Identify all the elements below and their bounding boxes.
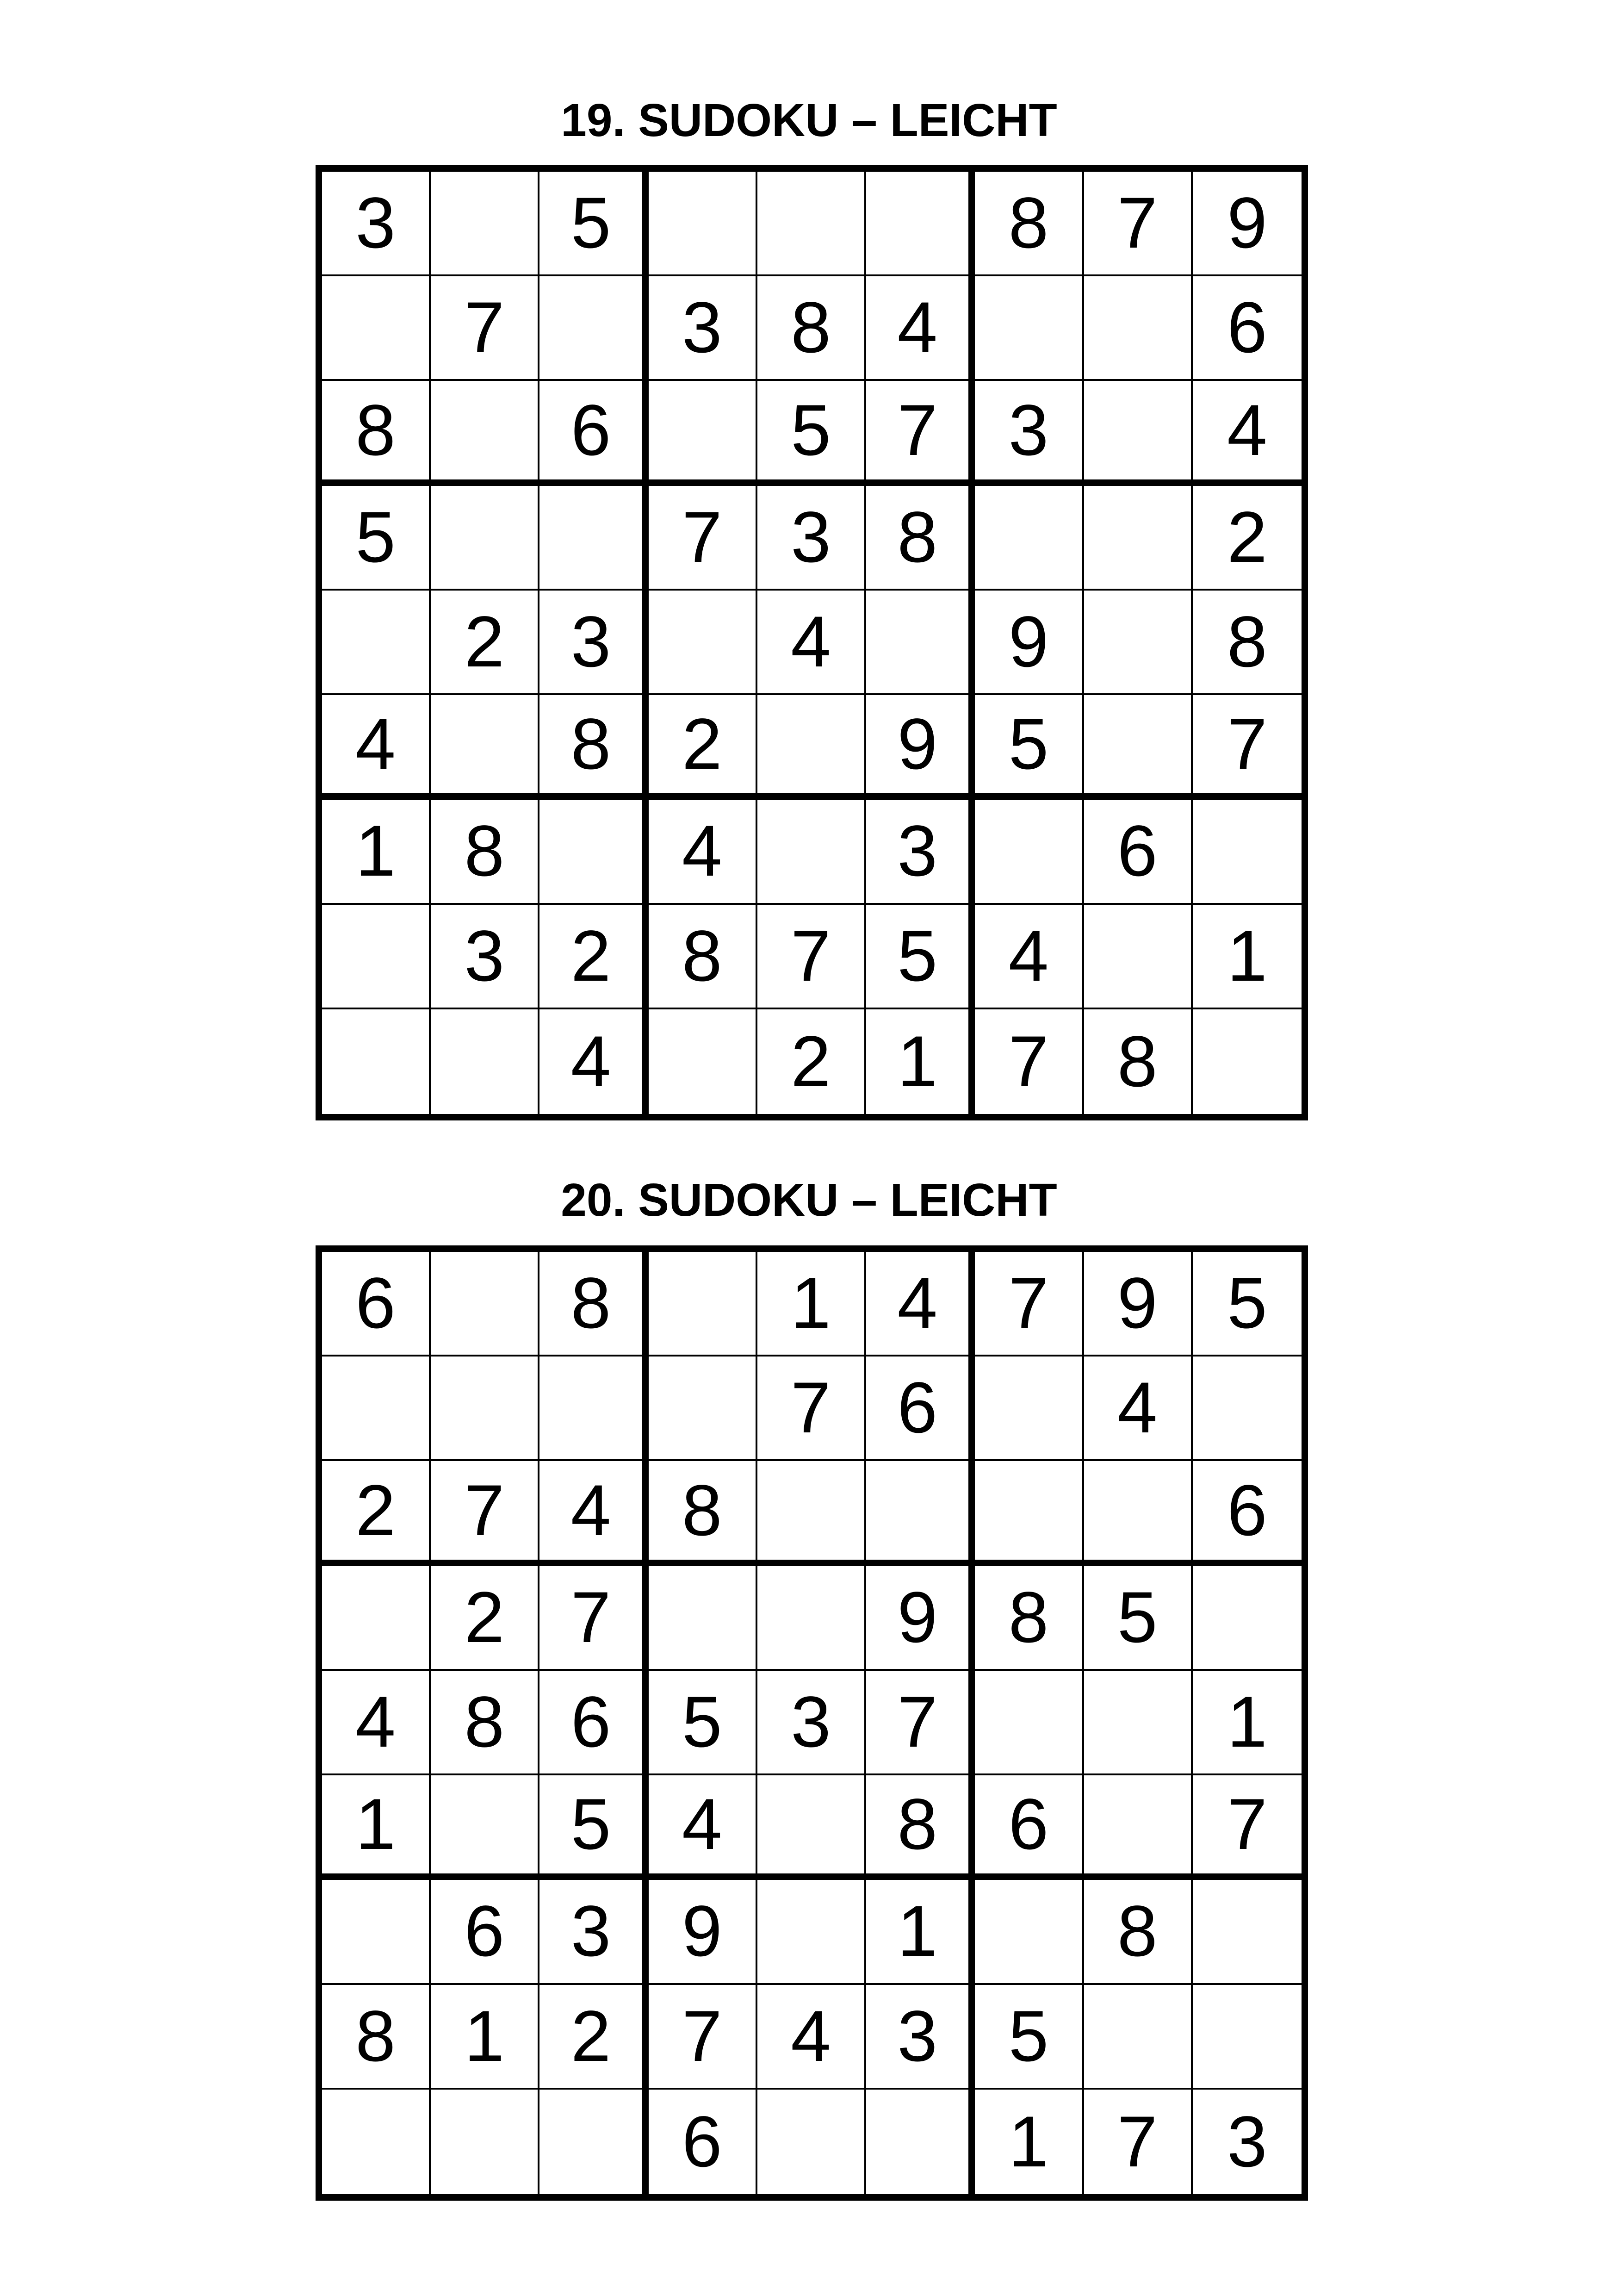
cell-digit: 4 [355,1681,396,1762]
sudoku-cell[interactable] [649,486,757,591]
sudoku-cell[interactable] [1193,1356,1302,1461]
sudoku-cell[interactable] [757,172,866,276]
sudoku-cell[interactable] [322,1880,431,1985]
cell-digit: 3 [897,1996,938,2077]
cell-digit: 7 [570,1577,611,1658]
cell-digit: 3 [355,183,396,264]
sudoku-grid [316,165,1308,1120]
sudoku-cell[interactable] [1084,591,1193,695]
sudoku-cell[interactable] [322,800,431,904]
sudoku-cell[interactable] [757,1566,866,1671]
cell-digit: 5 [897,915,938,996]
cell-digit: 7 [1117,2101,1158,2182]
sudoku-cell[interactable] [866,1252,975,1356]
sudoku-cell[interactable] [431,1880,539,1985]
cell-digit: 3 [897,811,938,892]
cell-digit: 8 [355,1996,396,2077]
cell-digit: 4 [1117,1368,1158,1449]
sudoku-cell[interactable] [866,1880,975,1985]
puzzle-title: 19. SUDOKU – LEICHT [561,94,1057,146]
sudoku-cell[interactable] [539,1566,648,1671]
sudoku-cell[interactable] [1084,800,1193,904]
sudoku-cell[interactable] [649,695,757,800]
cell-digit: 8 [1227,601,1267,682]
sudoku-cell[interactable] [322,172,431,276]
sudoku-cell[interactable] [431,486,539,591]
cell-digit: 1 [791,1263,831,1344]
cell-digit: 9 [1227,183,1267,264]
sudoku-cell[interactable] [431,381,539,485]
sudoku-cell[interactable] [649,905,757,1009]
sudoku-cell[interactable] [1084,381,1193,485]
cell-digit: 8 [1008,1577,1049,1658]
sudoku-cell[interactable] [431,1566,539,1671]
sudoku-cell[interactable] [431,1775,539,1880]
sudoku-cell[interactable] [866,486,975,591]
cell-digit: 3 [791,497,831,578]
sudoku-cell[interactable] [649,1880,757,1985]
sudoku-cell[interactable] [975,381,1084,485]
sudoku-cell[interactable] [1193,276,1302,381]
cell-digit: 3 [464,915,505,996]
sudoku-cell[interactable] [757,381,866,485]
cell-digit: 5 [570,1784,611,1865]
sudoku-cell[interactable] [649,172,757,276]
cell-digit: 7 [791,915,831,996]
sudoku-cell[interactable] [431,905,539,1009]
cell-digit: 6 [1227,287,1267,368]
sudoku-cell[interactable] [866,1566,975,1671]
sudoku-cell[interactable] [975,1009,1084,1114]
sudoku-cell[interactable] [1193,1566,1302,1671]
sudoku-cell[interactable] [539,1985,648,2090]
sudoku-cell[interactable] [649,1985,757,2090]
sudoku-cell[interactable] [1193,172,1302,276]
cell-digit: 4 [897,1263,938,1344]
sudoku-cell[interactable] [757,1252,866,1356]
cell-digit: 4 [682,811,722,892]
sudoku-cell[interactable] [1193,905,1302,1009]
cell-digit: 6 [464,1891,505,1972]
cell-digit: 1 [1227,1681,1267,1762]
sudoku-cell[interactable] [322,905,431,1009]
sudoku-cell[interactable] [975,276,1084,381]
cell-digit: 5 [570,183,611,264]
sudoku-cell[interactable] [1084,276,1193,381]
sudoku-cell[interactable] [866,591,975,695]
cell-digit: 5 [682,1681,722,1762]
sudoku-cell[interactable] [757,1009,866,1114]
sudoku-cell[interactable] [757,1356,866,1461]
sudoku-cell[interactable] [539,591,648,695]
sudoku-cell[interactable] [757,1880,866,1985]
sudoku-cell[interactable] [649,591,757,695]
cell-digit: 7 [897,1681,938,1762]
sudoku-cell[interactable] [649,1461,757,1566]
sudoku-cell[interactable] [539,800,648,904]
sudoku-cell[interactable] [1193,1009,1302,1114]
sudoku-cell[interactable] [539,1671,648,1775]
sudoku-cell[interactable] [757,276,866,381]
cell-digit: 6 [1008,1784,1049,1865]
sudoku-cell[interactable] [1193,1671,1302,1775]
sudoku-cell[interactable] [1084,1775,1193,1880]
cell-digit: 6 [1227,1470,1267,1551]
sudoku-cell[interactable] [322,1566,431,1671]
sudoku-cell[interactable] [975,172,1084,276]
sudoku-cell[interactable] [866,381,975,485]
sudoku-cell[interactable] [431,1461,539,1566]
cell-digit: 6 [1117,811,1158,892]
sudoku-cell[interactable] [322,1252,431,1356]
sudoku-cell[interactable] [1084,1880,1193,1985]
cell-digit: 8 [570,704,611,785]
sudoku-cell[interactable] [649,381,757,485]
sudoku-cell[interactable] [431,1252,539,1356]
sudoku-cell[interactable] [1084,905,1193,1009]
sudoku-cell[interactable] [322,276,431,381]
sudoku-cell[interactable] [322,1356,431,1461]
cell-digit: 2 [464,601,505,682]
cell-digit: 8 [791,287,831,368]
sudoku-cell[interactable] [539,381,648,485]
sudoku-cell[interactable] [649,276,757,381]
cell-digit: 4 [791,1996,831,2077]
sudoku-cell[interactable] [431,1356,539,1461]
sudoku-cell[interactable] [1084,2090,1193,2194]
cell-digit: 1 [1008,2101,1049,2182]
cell-digit: 3 [791,1681,831,1762]
sudoku-cell[interactable] [975,2090,1084,2194]
sudoku-cell[interactable] [975,1356,1084,1461]
sudoku-cell[interactable] [866,2090,975,2194]
sudoku-cell[interactable] [975,1775,1084,1880]
sudoku-cell[interactable] [1193,1775,1302,1880]
cell-digit: 8 [682,915,722,996]
sudoku-cell[interactable] [431,2090,539,2194]
sudoku-cell[interactable] [1193,591,1302,695]
sudoku-cell[interactable] [1084,486,1193,591]
cell-digit: 2 [1227,497,1267,578]
sudoku-cell[interactable] [1193,1461,1302,1566]
cell-digit: 1 [897,1021,938,1102]
sudoku-cell[interactable] [539,1461,648,1566]
sudoku-cell[interactable] [1084,1009,1193,1114]
sudoku-cell[interactable] [539,1775,648,1880]
sudoku-cell[interactable] [757,1461,866,1566]
sudoku-cell[interactable] [322,486,431,591]
sudoku-grid [316,1245,1308,2201]
cell-digit: 5 [1227,1263,1267,1344]
cell-digit: 3 [1008,390,1049,471]
sudoku-cell[interactable] [539,2090,648,2194]
cell-digit: 4 [791,601,831,682]
sudoku-cell[interactable] [866,1009,975,1114]
sudoku-cell[interactable] [757,695,866,800]
sudoku-cell[interactable] [975,695,1084,800]
sudoku-cell[interactable] [322,1671,431,1775]
sudoku-cell[interactable] [757,1671,866,1775]
sudoku-cell[interactable] [866,276,975,381]
cell-digit: 8 [897,1784,938,1865]
cell-digit: 6 [570,390,611,471]
sudoku-cell[interactable] [1084,1461,1193,1566]
sudoku-cell[interactable] [649,800,757,904]
cell-digit: 5 [791,390,831,471]
sudoku-cell[interactable] [1193,486,1302,591]
sudoku-cell[interactable] [1193,1252,1302,1356]
sudoku-cell[interactable] [539,905,648,1009]
cell-digit: 4 [570,1021,611,1102]
cell-digit: 8 [682,1470,722,1551]
sudoku-cell[interactable] [431,1671,539,1775]
sudoku-cell[interactable] [975,1566,1084,1671]
sudoku-cell[interactable] [866,800,975,904]
sudoku-cell[interactable] [322,591,431,695]
sudoku-cell[interactable] [1084,1356,1193,1461]
cell-digit: 7 [1008,1021,1049,1102]
cell-digit: 8 [1117,1021,1158,1102]
sudoku-cell[interactable] [539,172,648,276]
sudoku-cell[interactable] [975,1880,1084,1985]
sudoku-cell[interactable] [649,1671,757,1775]
cell-digit: 9 [682,1891,722,1972]
cell-digit: 8 [464,811,505,892]
cell-digit: 5 [355,497,396,578]
cell-digit: 5 [1008,1996,1049,2077]
cell-digit: 8 [897,497,938,578]
sudoku-cell[interactable] [431,695,539,800]
cell-digit: 8 [1008,183,1049,264]
sudoku-cell[interactable] [431,800,539,904]
sudoku-cell[interactable] [1084,1566,1193,1671]
cell-digit: 8 [1117,1891,1158,1972]
cell-digit: 3 [1227,2101,1267,2182]
cell-digit: 9 [897,1577,938,1658]
sudoku-cell[interactable] [322,1775,431,1880]
cell-digit: 1 [897,1891,938,1972]
sudoku-cell[interactable] [431,276,539,381]
sudoku-cell[interactable] [322,1009,431,1114]
cell-digit: 9 [897,704,938,785]
sudoku-cell[interactable] [539,1252,648,1356]
sudoku-cell[interactable] [431,1009,539,1114]
sudoku-cell[interactable] [322,1461,431,1566]
cell-digit: 7 [1227,1784,1267,1865]
cell-digit: 8 [464,1681,505,1762]
cell-digit: 2 [570,1996,611,2077]
sudoku-cell[interactable] [1193,695,1302,800]
cell-digit: 9 [1008,601,1049,682]
cell-digit: 4 [1227,390,1267,471]
sudoku-cell[interactable] [1084,172,1193,276]
cell-digit: 2 [682,704,722,785]
cell-digit: 7 [1117,183,1158,264]
cell-digit: 1 [355,811,396,892]
sudoku-cell[interactable] [1084,695,1193,800]
sudoku-cell[interactable] [431,591,539,695]
cell-digit: 4 [570,1470,611,1551]
sudoku-cell[interactable] [757,486,866,591]
sudoku-cell[interactable] [757,800,866,904]
sudoku-cell[interactable] [539,486,648,591]
sudoku-cell[interactable] [866,1671,975,1775]
sudoku-cell[interactable] [1084,1985,1193,2090]
cell-digit: 4 [897,287,938,368]
sudoku-cell[interactable] [1193,2090,1302,2194]
sudoku-cell[interactable] [757,905,866,1009]
cell-digit: 3 [682,287,722,368]
cell-digit: 4 [1008,915,1049,996]
sudoku-cell[interactable] [975,486,1084,591]
cell-digit: 2 [464,1577,505,1658]
sudoku-cell[interactable] [975,1252,1084,1356]
sudoku-cell[interactable] [539,695,648,800]
sudoku-cell[interactable] [975,905,1084,1009]
sudoku-cell[interactable] [649,2090,757,2194]
cell-digit: 5 [1117,1577,1158,1658]
sudoku-cell[interactable] [649,1566,757,1671]
sudoku-cell[interactable] [866,905,975,1009]
sudoku-cell[interactable] [975,1461,1084,1566]
cell-digit: 6 [682,2101,722,2182]
sudoku-cell[interactable] [975,1671,1084,1775]
cell-digit: 3 [570,1891,611,1972]
sudoku-cell[interactable] [322,1985,431,2090]
cell-digit: 7 [1227,704,1267,785]
cell-digit: 8 [355,390,396,471]
cell-digit: 7 [791,1368,831,1449]
cell-digit: 6 [897,1368,938,1449]
cell-digit: 2 [570,915,611,996]
sudoku-cell[interactable] [649,1009,757,1114]
cell-digit: 7 [897,390,938,471]
cell-digit: 8 [570,1263,611,1344]
sudoku-cell[interactable] [649,1775,757,1880]
sudoku-cell[interactable] [539,276,648,381]
sudoku-cell[interactable] [322,695,431,800]
sudoku-cell[interactable] [975,1985,1084,2090]
cell-digit: 5 [1008,704,1049,785]
sudoku-cell[interactable] [1084,1671,1193,1775]
sudoku-cell[interactable] [866,1775,975,1880]
sudoku-cell[interactable] [757,591,866,695]
sudoku-cell[interactable] [649,1356,757,1461]
sudoku-cell[interactable] [431,1985,539,2090]
sudoku-cell[interactable] [866,695,975,800]
sudoku-cell[interactable] [866,1356,975,1461]
sudoku-cell[interactable] [539,1880,648,1985]
cell-digit: 1 [464,1996,505,2077]
sudoku-cell[interactable] [757,1775,866,1880]
sudoku-cell[interactable] [757,2090,866,2194]
sudoku-cell[interactable] [975,591,1084,695]
sudoku-cell[interactable] [1084,1252,1193,1356]
sudoku-cell[interactable] [866,1985,975,2090]
sudoku-cell[interactable] [539,1356,648,1461]
cell-digit: 4 [682,1784,722,1865]
sudoku-cell[interactable] [866,1461,975,1566]
cell-digit: 6 [570,1681,611,1762]
cell-digit: 9 [1117,1263,1158,1344]
sudoku-cell[interactable] [757,1985,866,2090]
cell-digit: 2 [355,1470,396,1551]
sudoku-cell[interactable] [975,800,1084,904]
cell-digit: 4 [355,704,396,785]
cell-digit: 6 [355,1263,396,1344]
sudoku-cell[interactable] [539,1009,648,1114]
cell-digit: 1 [1227,915,1267,996]
sudoku-cell[interactable] [322,2090,431,2194]
sudoku-cell[interactable] [322,381,431,485]
cell-digit: 7 [464,1470,505,1551]
sudoku-cell[interactable] [649,1252,757,1356]
sudoku-cell[interactable] [431,172,539,276]
sudoku-cell[interactable] [1193,1985,1302,2090]
cell-digit: 7 [464,287,505,368]
sudoku-cell[interactable] [866,172,975,276]
cell-digit: 7 [682,497,722,578]
sudoku-cell[interactable] [1193,381,1302,485]
cell-digit: 7 [682,1996,722,2077]
cell-digit: 7 [1008,1263,1049,1344]
puzzle-title: 20. SUDOKU – LEICHT [561,1174,1057,1226]
sudoku-cell[interactable] [1193,1880,1302,1985]
cell-digit: 1 [355,1784,396,1865]
cell-digit: 3 [570,601,611,682]
cell-digit: 2 [791,1021,831,1102]
sudoku-cell[interactable] [1193,800,1302,904]
